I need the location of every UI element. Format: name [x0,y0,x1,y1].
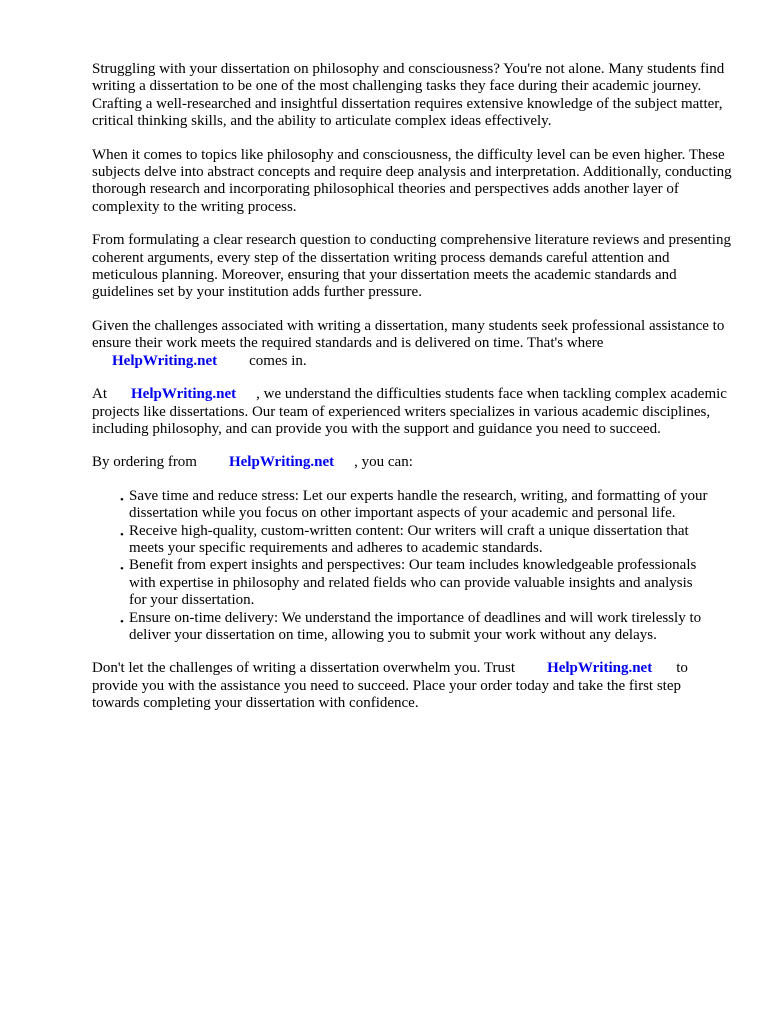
list-item [120,522,709,558]
list-item [120,609,709,645]
list-item [120,487,709,523]
about-text: , we understand the difficulties students face when tackling complex academic projects like dissertations. Our team of experienced writers specializes in various academic disciplines, including philosophy, and can provide you with the support and guidance you need to succeed. [92,386,727,437]
helpwriting-link[interactable]: HelpWriting.net [112,352,218,369]
assistance-text-end: comes in. [249,352,307,369]
ordering-text-start: By ordering from [92,454,197,471]
about-text-start: At [92,386,107,403]
assistance-paragraph [92,318,732,370]
document-page [92,61,732,729]
list-item [120,557,709,609]
ordering-paragraph [92,454,732,471]
bullet-icon: • [120,528,124,541]
benefits-list [92,488,709,645]
list-item-text: Save time and reduce stress: Let our experts handle the research, writing, and formatting of your dissertation while you focus on other important aspects of your academic and personal life. [129,487,708,522]
closing-text: to provide you with the assistance you need to succeed. Place your order today and take the first step towards completing your dissertation with confidence. [92,660,688,712]
list-item-text: Benefit from expert insights and perspectives: Our team includes knowledgeable professionals with expertise in philosophy and related fields who can provide valuable insights and analysis for your dissertation. [129,557,697,609]
difficulty-paragraph: When it comes to topics like philosophy and consciousness, the difficulty level can be even higher. These subjects delve into abstract concepts and require deep analysis and interpretation. Additionally, conducting thorough research and incorporating philosophical theories and perspectives adds another layer of complexity to the writing process. [92,146,732,215]
intro-paragraph: Struggling with your dissertation on philosophy and consciousness? You're not alone. Many students find writing a dissertation to be one of the most challenging tasks they face during their academic journey. Crafting a well-researched and insightful dissertation requires extensive knowledge of the subject matter, critical thinking skills, and the ability to articulate complex ideas effectively. [92,61,725,130]
about-paragraph [92,386,732,438]
bullet-icon: • [120,563,124,576]
list-item-text: Ensure on-time delivery: We understand the importance of deadlines and will work tirelessly to deliver your dissertation on time, allowing you to submit your work without any delays. [129,609,702,643]
closing-text-start: Don't let the challenges of writing a dissertation overwhelm you. Trust [92,660,516,677]
helpwriting-link[interactable]: HelpWriting.net [228,454,335,471]
closing-paragraph [92,660,732,712]
bullet-icon: • [120,493,124,506]
bullet-icon: • [120,615,124,628]
helpwriting-link[interactable]: HelpWriting.net [131,386,237,403]
ordering-text-end: , you can: [354,454,413,471]
list-item-text: Receive high-quality, custom-written content: Our writers will craft a unique dissertation that meets your specific requirements and adheres to academic standards. [129,522,689,556]
assistance-text: Given the challenges associated with writing a dissertation, many students seek professional assistance to ensure their work meets the required standards and is delivered on time. That's where [92,317,725,352]
helpwriting-link[interactable]: HelpWriting.net [547,660,653,677]
process-paragraph: From formulating a clear research question to conducting comprehensive literature reviews and presenting coherent arguments, every step of the dissertation writing process demands careful attention and meticulous planning. Moreover, ensuring that your dissertation meets the academic standards and guidelines set by your institution adds further pressure. [92,232,731,301]
